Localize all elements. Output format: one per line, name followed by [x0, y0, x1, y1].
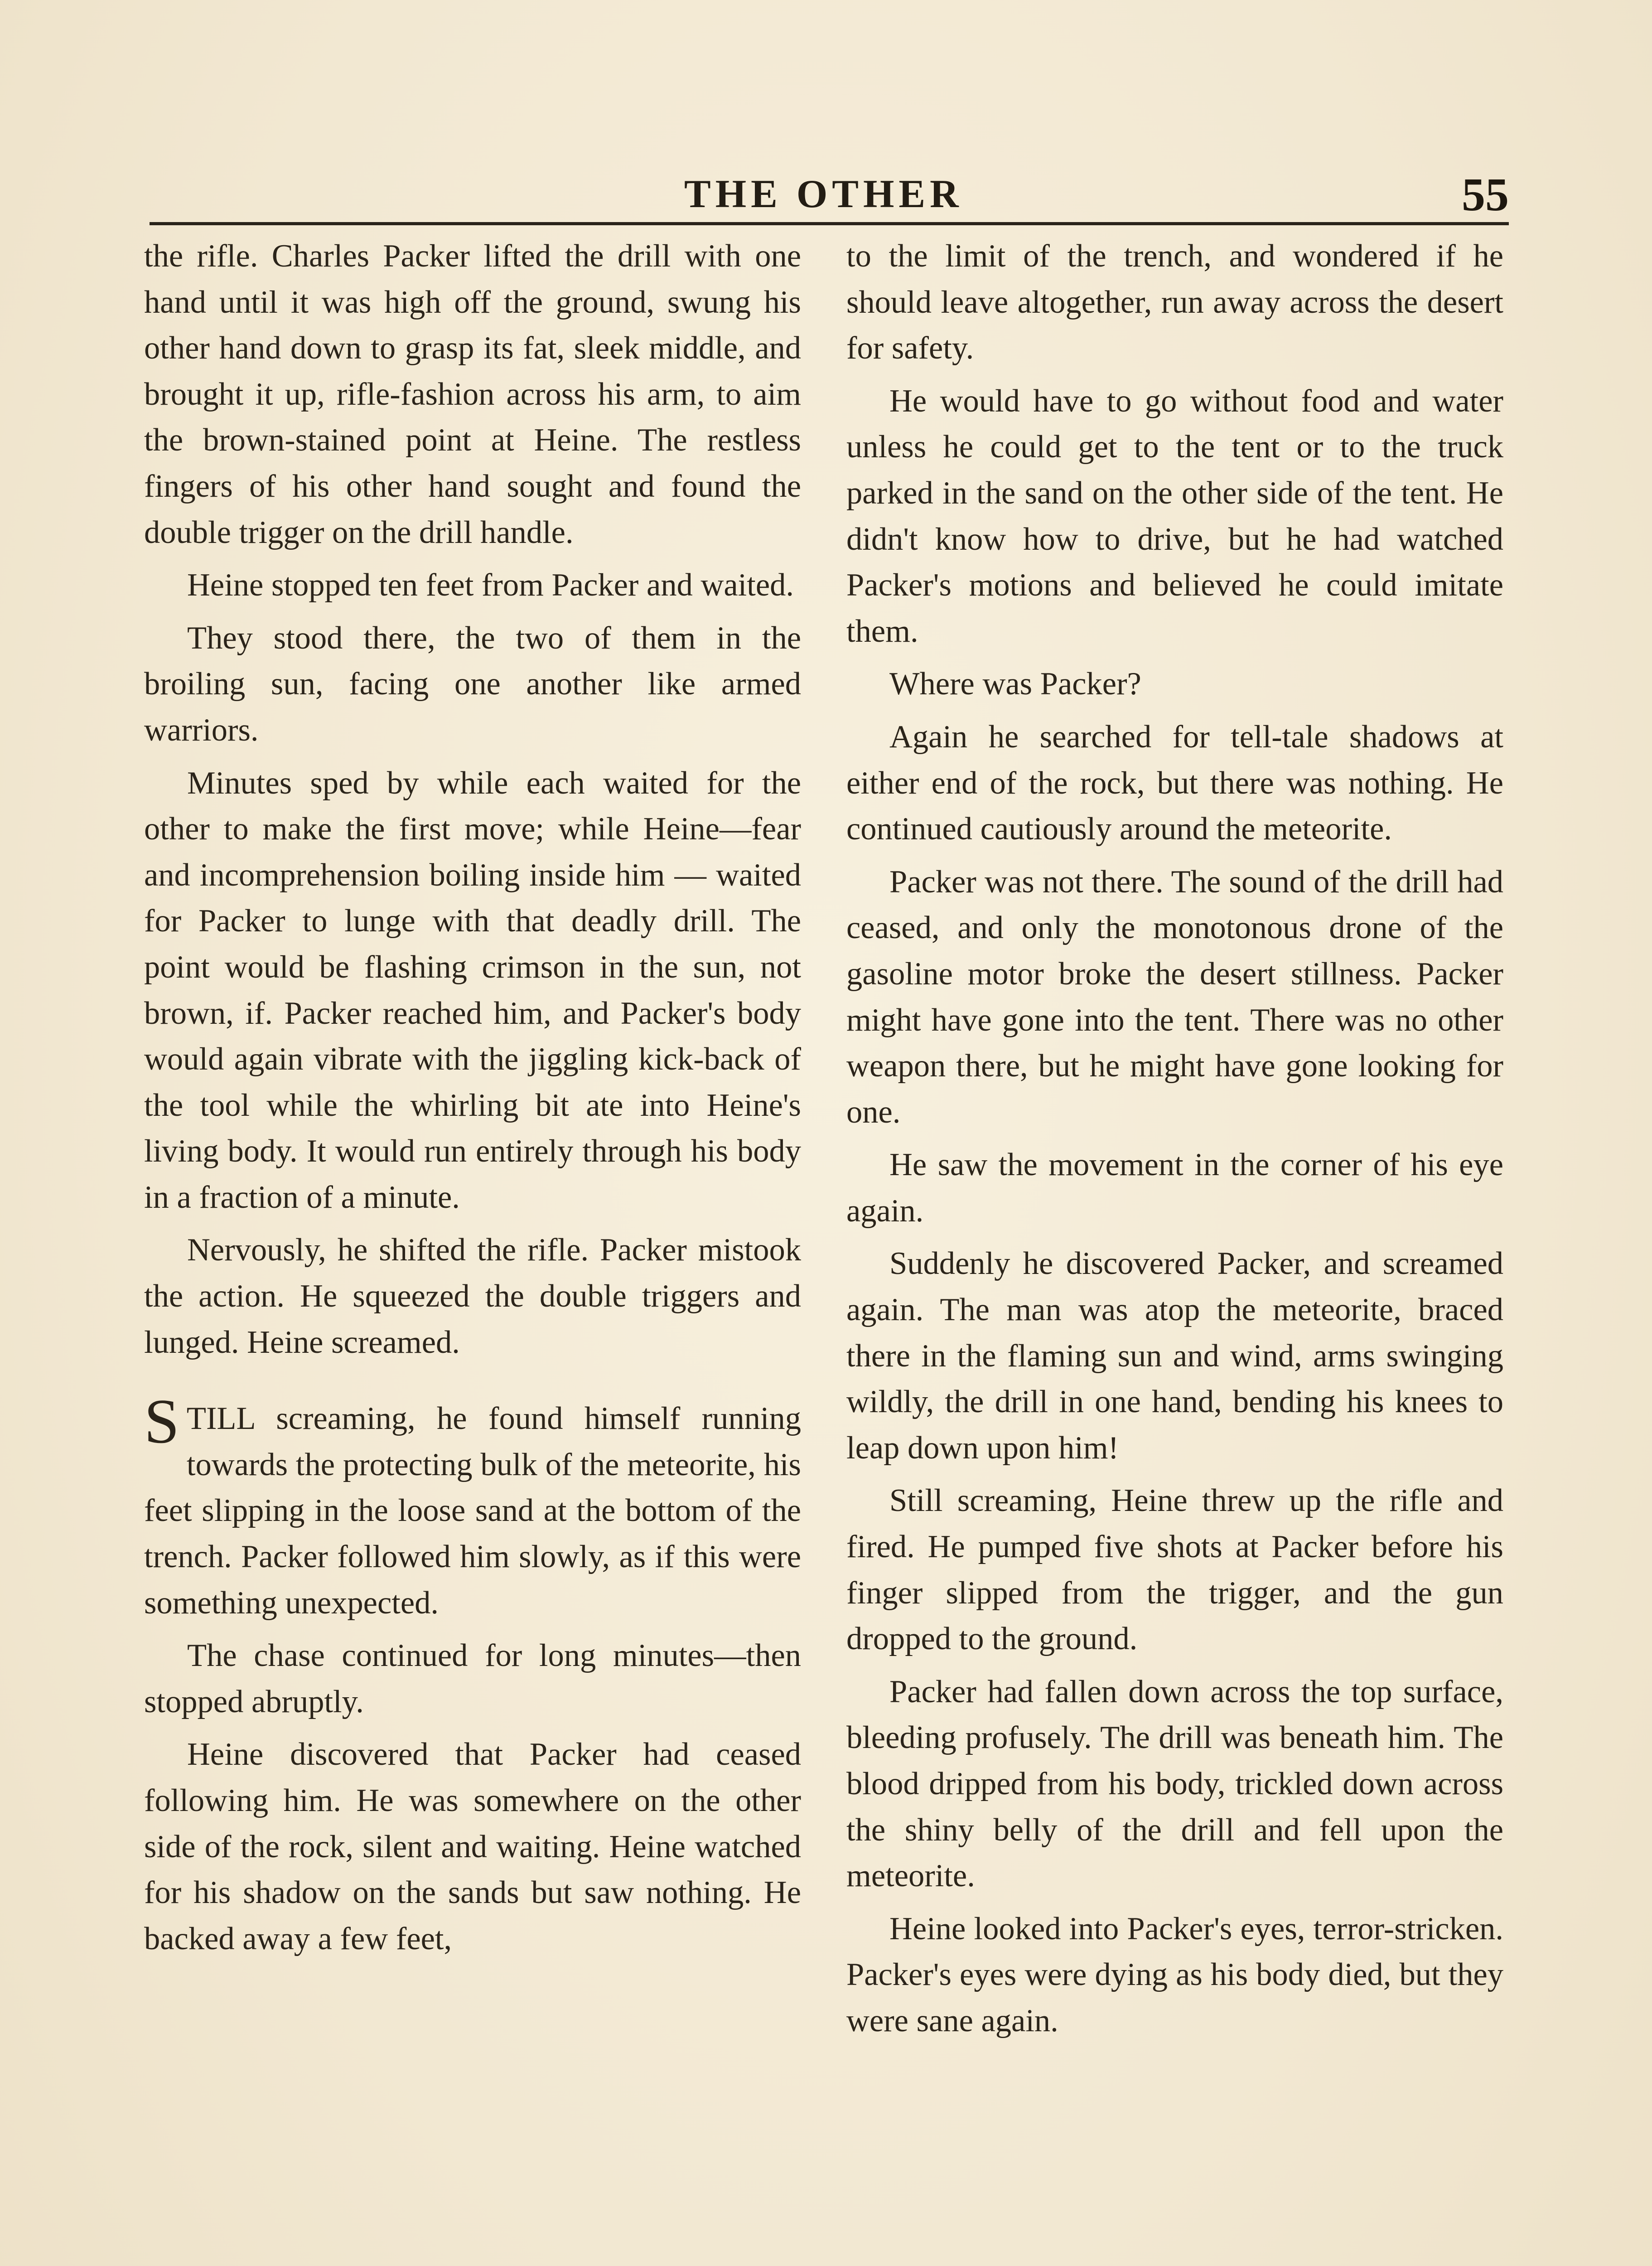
section-opening-paragraph: [144, 1386, 801, 1626]
paragraph: Packer was not there. The sound of the drill had ceased, and only the monotonous drone of the gasoline motor broke the desert stillness. Packer might have gone into the tent. There was no other weapon there, but he might have gone looking for one.: [846, 864, 1503, 1130]
paragraph: They stood there, the two of them in the broiling sun, facing one another like armed warriors.: [144, 620, 801, 748]
paragraph-text: TILL screaming, he found himself running towards the protecting bulk of the meteorite, his feet slipping in the loose sand at the bottom of the trench. Packer followed him slowly, as if this were something unexpected.: [144, 1401, 801, 1621]
drop-cap: S: [144, 1386, 179, 1457]
left-column: [144, 233, 801, 1969]
paragraph: Heine discovered that Packer had ceased following him. He was somewhere on the other side of the rock, silent and waiting. Heine watched for his shadow on the sands but saw nothing. He backed away a few feet,: [144, 1737, 801, 1956]
right-column: [846, 233, 1503, 2051]
page-header: [150, 168, 1509, 227]
paragraph: He would have to go without food and water unless he could get to the tent or to the truck parked in the sand on the other side of the tent. He didn't know how to drive, but he had watched Packer's motions and believed he could imitate them.: [846, 383, 1503, 649]
paragraph: to the limit of the trench, and wondered if he should leave altogether, run away across the desert for safety.: [846, 238, 1503, 366]
section-break: [144, 1372, 801, 1396]
paragraph: Heine looked into Packer's eyes, terror-stricken. Packer's eyes were dying as his body died, but they were sane again.: [846, 1911, 1503, 2038]
paragraph: the rifle. Charles Packer lifted the drill with one hand until it was high off the ground, swung his other hand down to grasp its fat, sleek middle, and brought it up, rifle-fashion across his arm, to aim the brown-stained point at Heine. The restless fingers of his other hand sought and found the double trigger on the drill handle.: [144, 238, 801, 550]
paragraph: Again he searched for tell-tale shadows at either end of the rock, but there was nothing. He continued cautiously around the meteorite.: [846, 719, 1503, 847]
paragraph: Where was Packer?: [889, 666, 1141, 702]
running-title: THE OTHER: [684, 172, 963, 216]
paragraph: Suddenly he discovered Packer, and screamed again. The man was atop the meteorite, braced there in the flaming sun and wind, arms swinging wildly, the drill in one hand, bending his knees to leap down upon him!: [846, 1246, 1503, 1466]
header-rule: [150, 222, 1509, 225]
paragraph: The chase continued for long minutes—then stopped abruptly.: [144, 1638, 801, 1719]
paragraph: Still screaming, Heine threw up the rifle and fired. He pumped five shots at Packer before his finger slipped from the trigger, and the gun dropped to the ground.: [846, 1483, 1503, 1657]
paragraph: Nervously, he shifted the rifle. Packer mistook the action. He squeezed the double triggers and lunged. Heine screamed.: [144, 1232, 801, 1360]
page-number: 55: [1462, 169, 1509, 221]
paragraph: Packer had fallen down across the top surface, bleeding profusely. The drill was beneath him. The blood dripped from his body, trickled down across the shiny belly of the drill and fell upon the meteorite.: [846, 1674, 1503, 1894]
paragraph: Heine stopped ten feet from Packer and waited.: [187, 567, 794, 603]
paragraph: He saw the movement in the corner of his eye again.: [846, 1147, 1503, 1229]
paragraph: Minutes sped by while each waited for the other to make the first move; while Heine—fear and incomprehension boiling inside him — waited for Packer to lunge with that deadly drill. The point would be flashing crimson in the sun, not brown, if. Packer reached him, and Packer's body would again vibrate with the jiggling kick-back of the tool while the whirling bit ate into Heine's living body. It would run entirely through his body in a fraction of a minute.: [144, 765, 801, 1215]
